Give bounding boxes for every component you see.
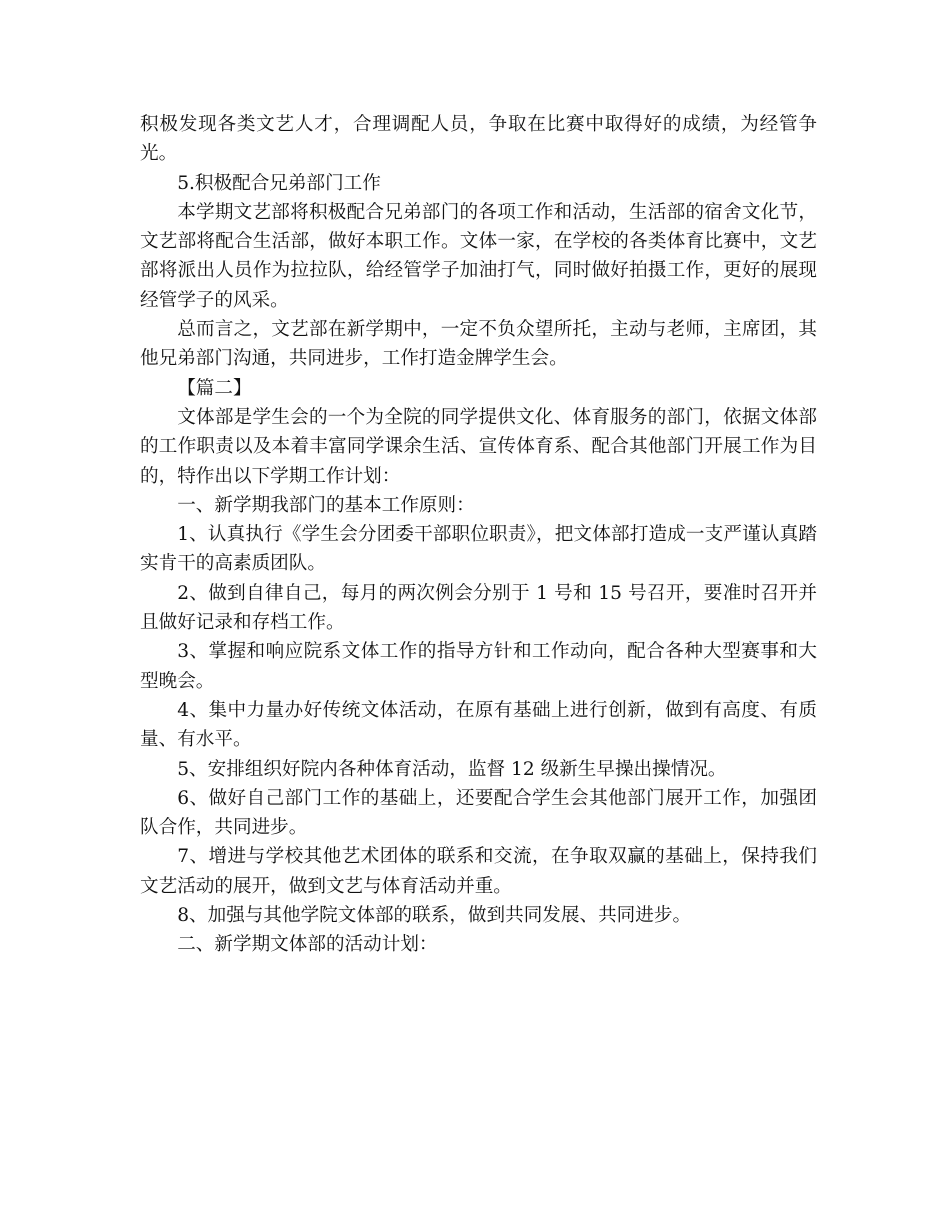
paragraph: 总而言之，文艺部在新学期中，一定不负众望所托，主动与老师，主席团，其他兄弟部门沟通，共同进步，工作打造金牌学生会。 <box>140 319 817 370</box>
paragraph-heading-1: 一、新学期我部门的基本工作原则： <box>177 494 475 516</box>
list-item: 1、认真执行《学生会分团委干部职位职责》，把文体部打造成一支严谨认真踏实肯干的高素质团队。 <box>140 524 817 575</box>
list-item: 5、安排组织好院内各种体育活动，监督 12 级新生早操出操情况。 <box>177 758 727 780</box>
list-item: 6、做好自己部门工作的基础上，还要配合学生会其他部门展开工作，加强团队合作，共同进步。 <box>140 787 817 839</box>
document-page <box>140 110 817 960</box>
list-item: 2、做到自律自己，每月的两次例会分别于 1 号和 15 号召开，要准时召开并且做好记录和存档工作。 <box>140 582 817 634</box>
paragraph-continued: 积极发现各类文艺人才，合理调配人员，争取在比赛中取得好的成绩，为经管争光。 <box>140 114 817 165</box>
list-item: 4、集中力量办好传统文体活动，在原有基础上进行创新，做到有高度、有质量、有水平。 <box>140 699 817 751</box>
paragraph-heading-2: 二、新学期文体部的活动计划： <box>177 934 438 956</box>
list-item: 7、增进与学校其他艺术团体的联系和交流，在争取双赢的基础上，保持我们文艺活动的展开，做到文艺与体育活动并重。 <box>140 846 817 897</box>
list-item: 8、加强与其他学院文体部的联系，做到共同发展、共同进步。 <box>177 905 692 927</box>
paragraph-heading-5: 5.积极配合兄弟部门工作 <box>177 172 381 194</box>
list-item: 3、掌握和响应院系文体工作的指导方针和工作动向，配合各种大型赛事和大型晚会。 <box>140 641 817 692</box>
paragraph: 文体部是学生会的一个为全院的同学提供文化、体育服务的部门，依据文体部的工作职责以及本着丰富同学课余生活、宣传体育系、配合其他部门开展工作为目的，特作出以下学期工作计划： <box>140 406 817 487</box>
section-title: 【篇二】 <box>177 377 252 399</box>
paragraph: 本学期文艺部将积极配合兄弟部门的各项工作和活动，生活部的宿舍文化节，文艺部将配合生活部，做好本职工作。文体一家，在学校的各类体育比赛中，文艺部将派出人员作为拉拉队，给经管学子加油打气，同时做好拍摄工作，更好的展现经管学子的风采。 <box>140 201 817 311</box>
